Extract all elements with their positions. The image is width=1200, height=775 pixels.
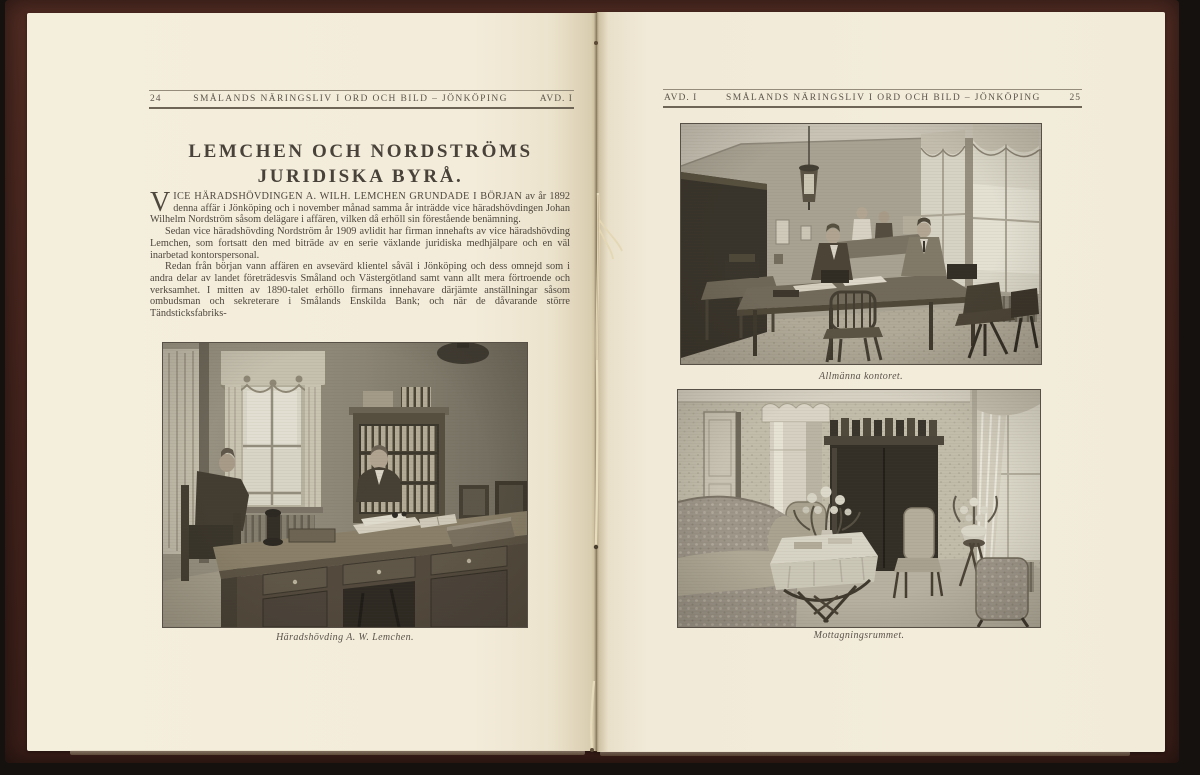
paragraph-1 [150,187,571,226]
left-page-number: 24 [150,94,162,104]
right-running-title: SMÅLANDS NÄRINGSLIV I ORD OCH BILD – JÖNKÖPING [726,93,1041,103]
paragraph-1-rest: av år 1892 denna affär i Jönköping och i november månad samma år inträdde vice häradshövdingen Johan Wilhelm Nordström såsom delägare i affären, vilken då erhöll sin förestående benämning. [150,191,571,226]
article-body [150,187,571,320]
photo-caption-reception: Mottagningsrummet. [813,630,905,641]
photo-caption-lemchen: Häradshövding A. W. Lemchen. [276,632,414,643]
article-title-line-1: LEMCHEN OCH NORDSTRÖMS [188,141,533,162]
right-page-header [663,89,1082,108]
gutter [594,12,599,752]
page-block-edge [70,750,585,755]
photo-general-office [681,124,1041,364]
paragraph-2: Sedan vice häradshövding Nordström år 1909 avlidit har firman innehafts av vice häradshövding Lemchen, som fortsatt den med biträde av en serie växlande juridiska medhjälpare och en väl inarbetad kontorspersonal. [150,226,570,261]
left-section-label: AVD. I [539,94,573,104]
photo-illustration [678,390,1040,627]
article-title-line-2: JURIDISKA BYRÅ. [257,166,464,187]
photo-caption-office: Allmänna kontoret. [818,371,904,382]
photo-lemchen-office [163,343,527,627]
left-running-title: SMÅLANDS NÄRINGSLIV I ORD OCH BILD – JÖNKÖPING [193,94,508,104]
drop-cap: V [150,187,171,218]
right-section-label: AVD. I [664,93,698,103]
article-title [149,141,572,188]
right-page [597,12,1165,752]
paragraph-1-lead: ICE HÄRADSHÖVDINGEN A. WILH. LEMCHEN GRUNDADE I BÖRJAN [173,191,523,202]
right-page-number: 25 [1069,93,1081,103]
left-page-header [149,90,574,109]
photo-illustration [163,343,527,627]
page-block-edge [600,751,1130,756]
paragraph-3: Redan från början vann affären en avsevärd klientel såväl i Jönköping och dess omnejd som i andra delar av landet företrädesvis Småland och Västergötland samt vann allt mera förtroende och verksamhet. I mitten av 1890-talet erhöllo firmans innehavare därjämte anställningar såsom ombudsman och sekreterare i Smålands Enskilda Bank; och när de dåvarande större Tändsticksfabriks- [150,261,570,320]
photo-illustration [681,124,1041,364]
photo-reception-room [678,390,1040,627]
